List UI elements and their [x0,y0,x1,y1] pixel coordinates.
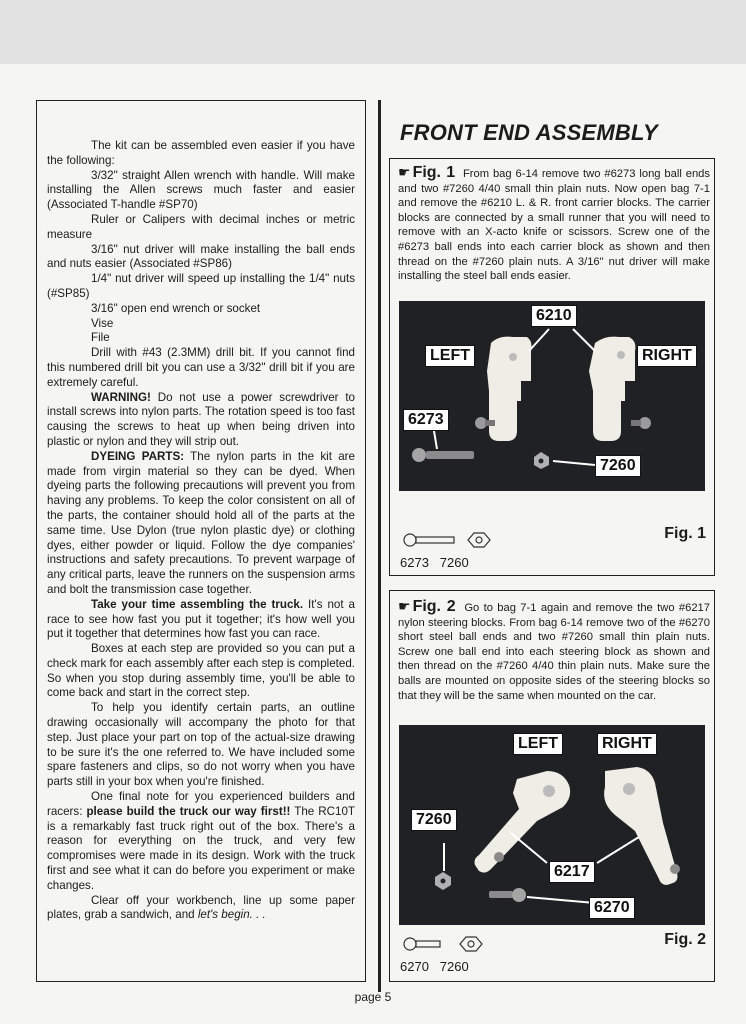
tool-item: Drill with #43 (2.3MM) drill bit. If you cannot find this numbered drill bit you can use a 3/32" drill bit if you are extremely careful. [47,346,355,389]
time-label: Take your time assembling the truck. [91,597,304,611]
final-note-paragraph [47,790,355,894]
fig2-photo [399,725,705,925]
fig2-part-outlines [402,933,502,960]
pointing-hand-icon: ☛ [398,598,411,614]
boxes-paragraph: Boxes at each step are provided so you can put a check mark for each assembly after each step is completed. So when you stop during assembly time, you'll be able to come back and start in the correct step. [47,642,356,700]
fig1-photo-art [399,301,705,491]
intro-column [36,100,366,982]
fig2-label-left: LEFT [513,733,563,755]
closing-text: Clear off your workbench, line up some paper plates, grab a sandwich, and [47,893,355,922]
tool-item: 1/4" nut driver will speed up installing the 1/4" nuts (#SP85) [47,272,355,300]
fig1-label-left: LEFT [425,345,475,367]
fig2-label-7260: 7260 [411,809,457,831]
warning-text: Do not use a power screwdriver to install screws into nylon parts. The rotation speed is too fast causing the screws to heat up when being driven into plastic or nylon and they will strip out. [47,390,355,448]
parts-outline-icon [402,933,502,955]
intro-paragraph: The kit can be assembled even easier if you have the following: [47,139,355,167]
fig2-heading: Fig. 2 [412,598,456,615]
warning-paragraph [47,391,355,450]
section-title: FRONT END ASSEMBLY [400,120,658,145]
fig1-caption: Fig. 1 [664,525,706,542]
fig2-label-right: RIGHT [597,733,657,755]
fig1-box [389,158,715,576]
tool-item: Ruler or Calipers with decimal inches or metric measure [47,212,355,241]
closing-italic: let's begin. . . [197,908,266,922]
fig1-photo [399,301,705,491]
fig1-part-outlines [402,529,502,556]
background-band [0,0,746,66]
tool-item: 3/32" straight Allen wrench with handle. Will make installing the Allen screws much faster and easier (Associated T-handle #SP70) [47,168,355,212]
fig2-text: Go to bag 7-1 again and remove the two #6217 nylon steering blocks. From bag 6-14 remove two of the #6270 short steel ball ends and two #7260 small thin plain nuts. Screw one ball end into each steering block as shown and then thread on the #7260 4/40 thin plain nuts. Make sure the balls are mounted on opposite sides of the steering blocks so that they will be the same when mounted on the car. [398,602,711,702]
final-text-b: The RC10T is a remarkably fast truck right out of the box. There's a reason for everything on the truck, and very few compromises were made in its design. Work with the truck first and see what it can do before you experiment or make changes. [47,804,355,892]
fig2-part-6270: 6270 [400,959,429,974]
fig2-caption: Fig. 2 [664,931,706,948]
fig2-instructions [398,599,710,703]
final-bold: please build the truck our way first!! [86,804,291,818]
fig1-text: From bag 6-14 remove two #6273 long ball ends and two #7260 4/40 small thin plain nuts. Now open bag 7-1 and remove the #6210 L. & R. front carrier blocks. The carrier blocks are connected by a small runner that you will need to remove with an X-acto knife or scissors. Screw one of the #6273 ball ends into each carrier block as shown and then thread on the #7260 plain nuts. A 3/16" nut driver will make installing the steel ball ends easier. [398,168,710,283]
fig1-label-6273: 6273 [403,409,449,431]
time-text: It's not a race to see how fast you put it together; it's how well you put it together that determines how fast you can race. [47,597,355,641]
tool-item: Vise [91,316,114,330]
intro-text [47,139,355,923]
final-text-a: One final note for you experienced builders and racers: [47,790,355,818]
dyeing-label: DYEING PARTS: [91,449,185,463]
fig2-part-7260: 7260 [439,959,469,974]
fig2-box [389,590,715,982]
fig1-parts-list [400,555,469,570]
outline-paragraph: To help you identify certain parts, an outline drawing occasionally will accompany the photo for that step. Just place your part on top of the actual-size drawing to be sure it's the one referred to. We have included some spare fasteners and clips, so do not worry when you have parts still in your box when you're finished. [47,701,355,789]
closing-paragraph [47,894,355,924]
column-divider [378,100,381,992]
fig2-parts-list [400,959,469,974]
fig2-label-6270: 6270 [589,897,635,919]
tool-item: 3/16" open end wrench or socket [91,301,261,315]
warning-label: WARNING! [91,390,151,404]
fig1-label-right: RIGHT [637,345,697,367]
dyeing-text: The nylon parts in the kit are made from virgin material so they can be dyed. When dyeing parts the following precautions will prevent you from having any problems. To keep the color consistent on all of the parts, the container should hold all of the parts at the same time. Use Dylon (true nylon plastic dye) or clothing dyes, either powder or liquid. Follow the dye companies' instructions and safety precautions. To prevent warpage of any critical parts, leave the runners on the suspension arms and bolt the transmission case together. [47,449,355,596]
fig1-label-6210: 6210 [531,305,577,327]
fig2-label-6217: 6217 [549,861,595,883]
time-paragraph [47,598,355,642]
pointing-hand-icon: ☛ [398,164,411,180]
tool-item: File [91,331,110,345]
parts-outline-icon [402,529,502,551]
fig1-part-6273: 6273 [400,555,429,570]
dyeing-paragraph [47,450,355,598]
fig1-heading: Fig. 1 [412,164,456,181]
fig1-label-7260: 7260 [595,455,641,477]
page-number: page 5 [354,990,392,1004]
tool-item: 3/16" nut driver will make installing the ball ends and nuts easier (Associated #SP86) [47,242,355,271]
fig1-instructions [398,165,710,284]
fig1-part-7260: 7260 [439,555,469,570]
